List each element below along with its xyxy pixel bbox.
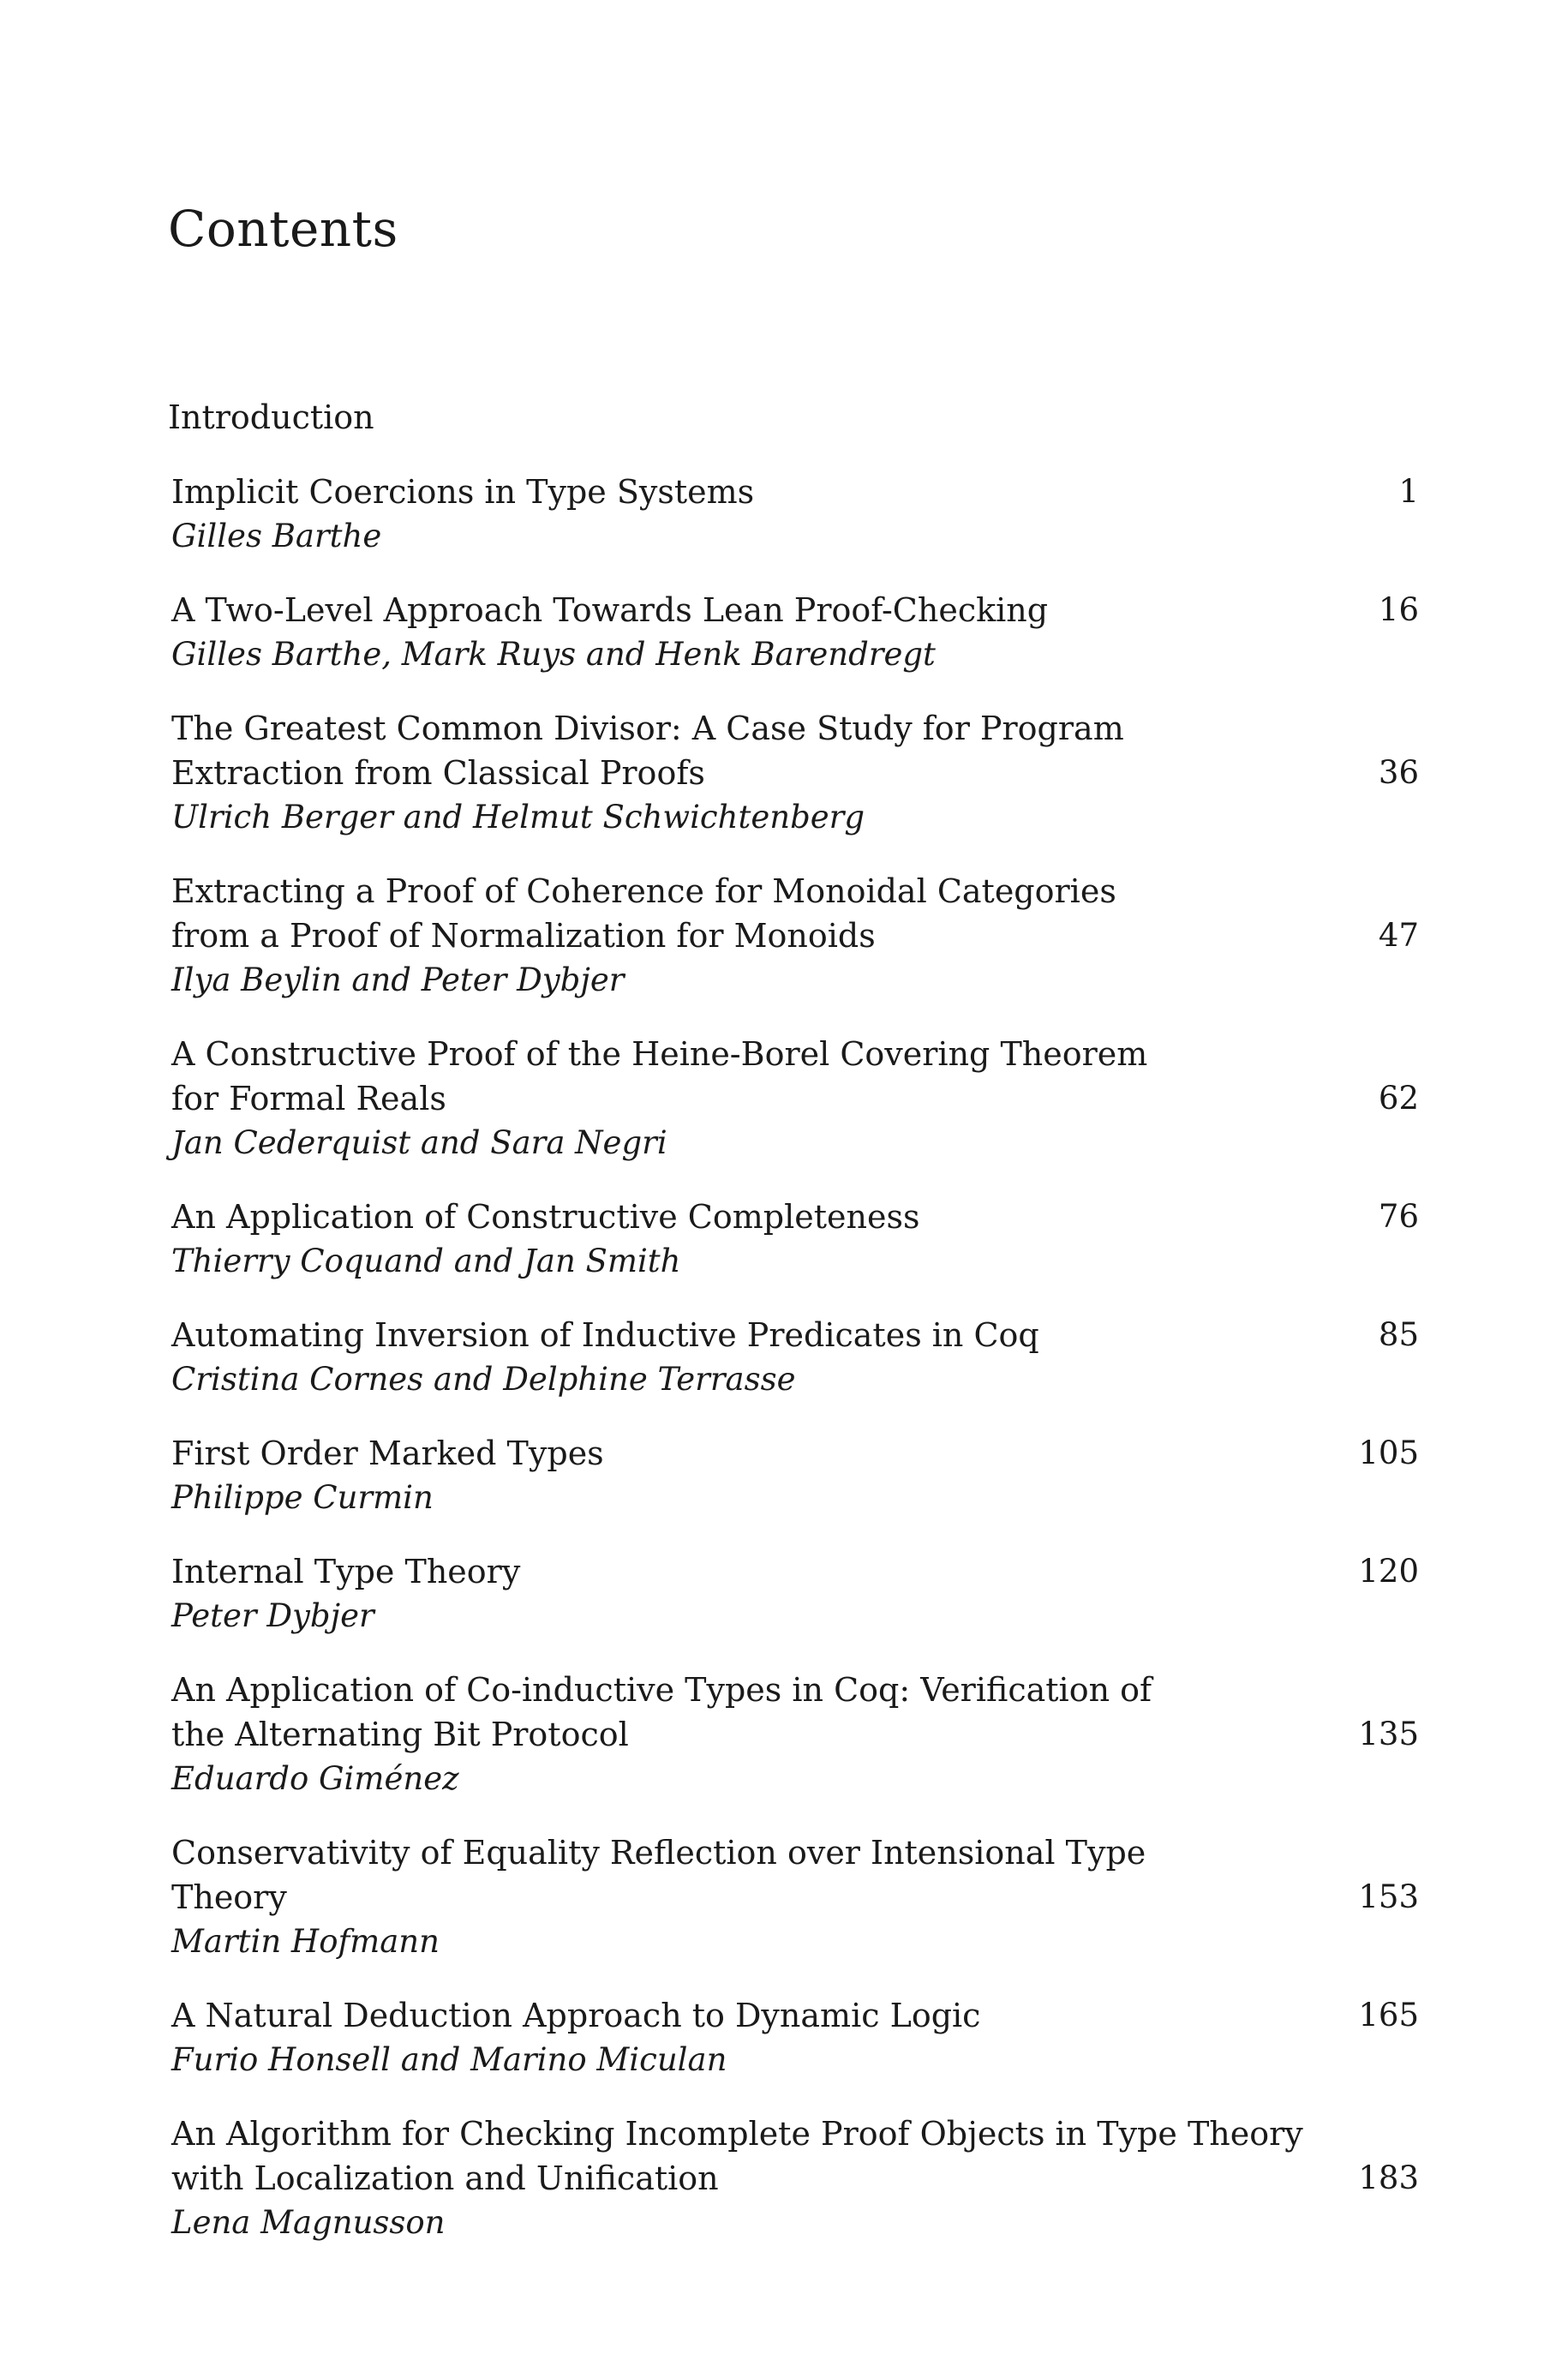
- toc-entry-title: from a Proof of Normalization for Monoids: [171, 917, 876, 955]
- toc-entry: [171, 470, 1422, 559]
- introduction-entry: Introduction: [168, 398, 374, 436]
- toc-entry-authors: Ilya Beylin and Peter Dybjer: [171, 961, 625, 998]
- toc-entry-page-number: 183: [1358, 2159, 1419, 2196]
- toc-entry: [171, 869, 1422, 1003]
- toc-entry-page-number: 105: [1358, 1435, 1419, 1471]
- page-title: Contents: [168, 200, 398, 258]
- toc-entry-authors: Gilles Barthe, Mark Ruys and Henk Barendregt: [171, 636, 936, 673]
- toc-entry-page-number: 85: [1378, 1316, 1419, 1353]
- toc-entry: [171, 706, 1422, 840]
- toc-entry-authors: Peter Dybjer: [171, 1597, 374, 1634]
- toc-entry-title: A Constructive Proof of the Heine-Borel Covering Theorem: [171, 1035, 1148, 1073]
- toc-entry: [171, 1830, 1422, 1964]
- toc-entry-title: A Natural Deduction Approach to Dynamic Logic: [171, 1997, 981, 2034]
- toc-entry: [171, 1668, 1422, 1801]
- toc-entry-page-number: 36: [1378, 754, 1419, 791]
- table-of-contents: [171, 470, 1422, 2274]
- toc-entry-authors: Furio Honsell and Marino Miculan: [171, 2041, 727, 2078]
- toc-entry-page-number: 153: [1358, 1878, 1419, 1915]
- toc-entry-page-number: 62: [1378, 1080, 1419, 1117]
- toc-entry-title: Automating Inversion of Inductive Predicates in Coq: [171, 1316, 1039, 1354]
- toc-entry-page-number: 165: [1358, 1997, 1419, 2034]
- toc-entry-authors: Thierry Coquand and Jan Smith: [171, 1243, 681, 1279]
- toc-entry-title: Theory: [171, 1878, 287, 1916]
- toc-entry-authors: Lena Magnusson: [171, 2204, 446, 2241]
- toc-entry: [171, 2111, 1422, 2245]
- toc-entry-authors: Jan Cederquist and Sara Negri: [171, 1124, 667, 1161]
- toc-entry-authors: Ulrich Berger and Helmut Schwichtenberg: [171, 799, 865, 836]
- toc-entry-authors: Gilles Barthe: [171, 518, 382, 554]
- toc-entry-title: Implicit Coercions in Type Systems: [171, 473, 755, 511]
- toc-entry-title: for Formal Reals: [171, 1080, 446, 1117]
- toc-entry-title: with Localization and Unification: [171, 2159, 719, 2197]
- toc-entry: [171, 1313, 1422, 1402]
- toc-entry-authors: Cristina Cornes and Delphine Terrasse: [171, 1361, 796, 1398]
- toc-entry-title: The Greatest Common Divisor: A Case Study for Program: [171, 710, 1124, 747]
- toc-entry-authors: Eduardo Giménez: [171, 1760, 459, 1797]
- toc-entry-authors: Philippe Curmin: [171, 1479, 434, 1516]
- toc-entry: [171, 1993, 1422, 2082]
- toc-entry-title: Extracting a Proof of Coherence for Monoidal Categories: [171, 872, 1116, 910]
- toc-entry-page-number: 76: [1378, 1198, 1419, 1235]
- toc-entry: [171, 1195, 1422, 1284]
- toc-entry-title: Extraction from Classical Proofs: [171, 754, 705, 792]
- toc-entry: [171, 1549, 1422, 1638]
- toc-entry-title: the Alternating Bit Protocol: [171, 1716, 629, 1753]
- toc-entry-title: An Application of Co-inductive Types in Coq: Verification of: [171, 1671, 1152, 1709]
- toc-entry-title: Conservativity of Equality Reflection over Intensional Type: [171, 1834, 1146, 1872]
- toc-entry-page-number: 47: [1378, 917, 1419, 954]
- toc-entry: [171, 588, 1422, 677]
- toc-entry-authors: Martin Hofmann: [171, 1923, 440, 1960]
- toc-entry-page-number: 135: [1358, 1716, 1419, 1752]
- toc-entry-title: First Order Marked Types: [171, 1435, 604, 1472]
- toc-entry: [171, 1431, 1422, 1520]
- toc-entry-title: An Algorithm for Checking Incomplete Proof Objects in Type Theory: [171, 2115, 1303, 2153]
- toc-entry: [171, 1032, 1422, 1165]
- toc-entry-page-number: 120: [1358, 1553, 1419, 1590]
- toc-entry-title: A Two-Level Approach Towards Lean Proof-Checking: [171, 591, 1049, 629]
- toc-entry-page-number: 16: [1378, 591, 1419, 628]
- toc-entry-page-number: 1: [1398, 473, 1419, 510]
- toc-entry-title: Internal Type Theory: [171, 1553, 521, 1590]
- toc-entry-title: An Application of Constructive Completeness: [171, 1198, 920, 1236]
